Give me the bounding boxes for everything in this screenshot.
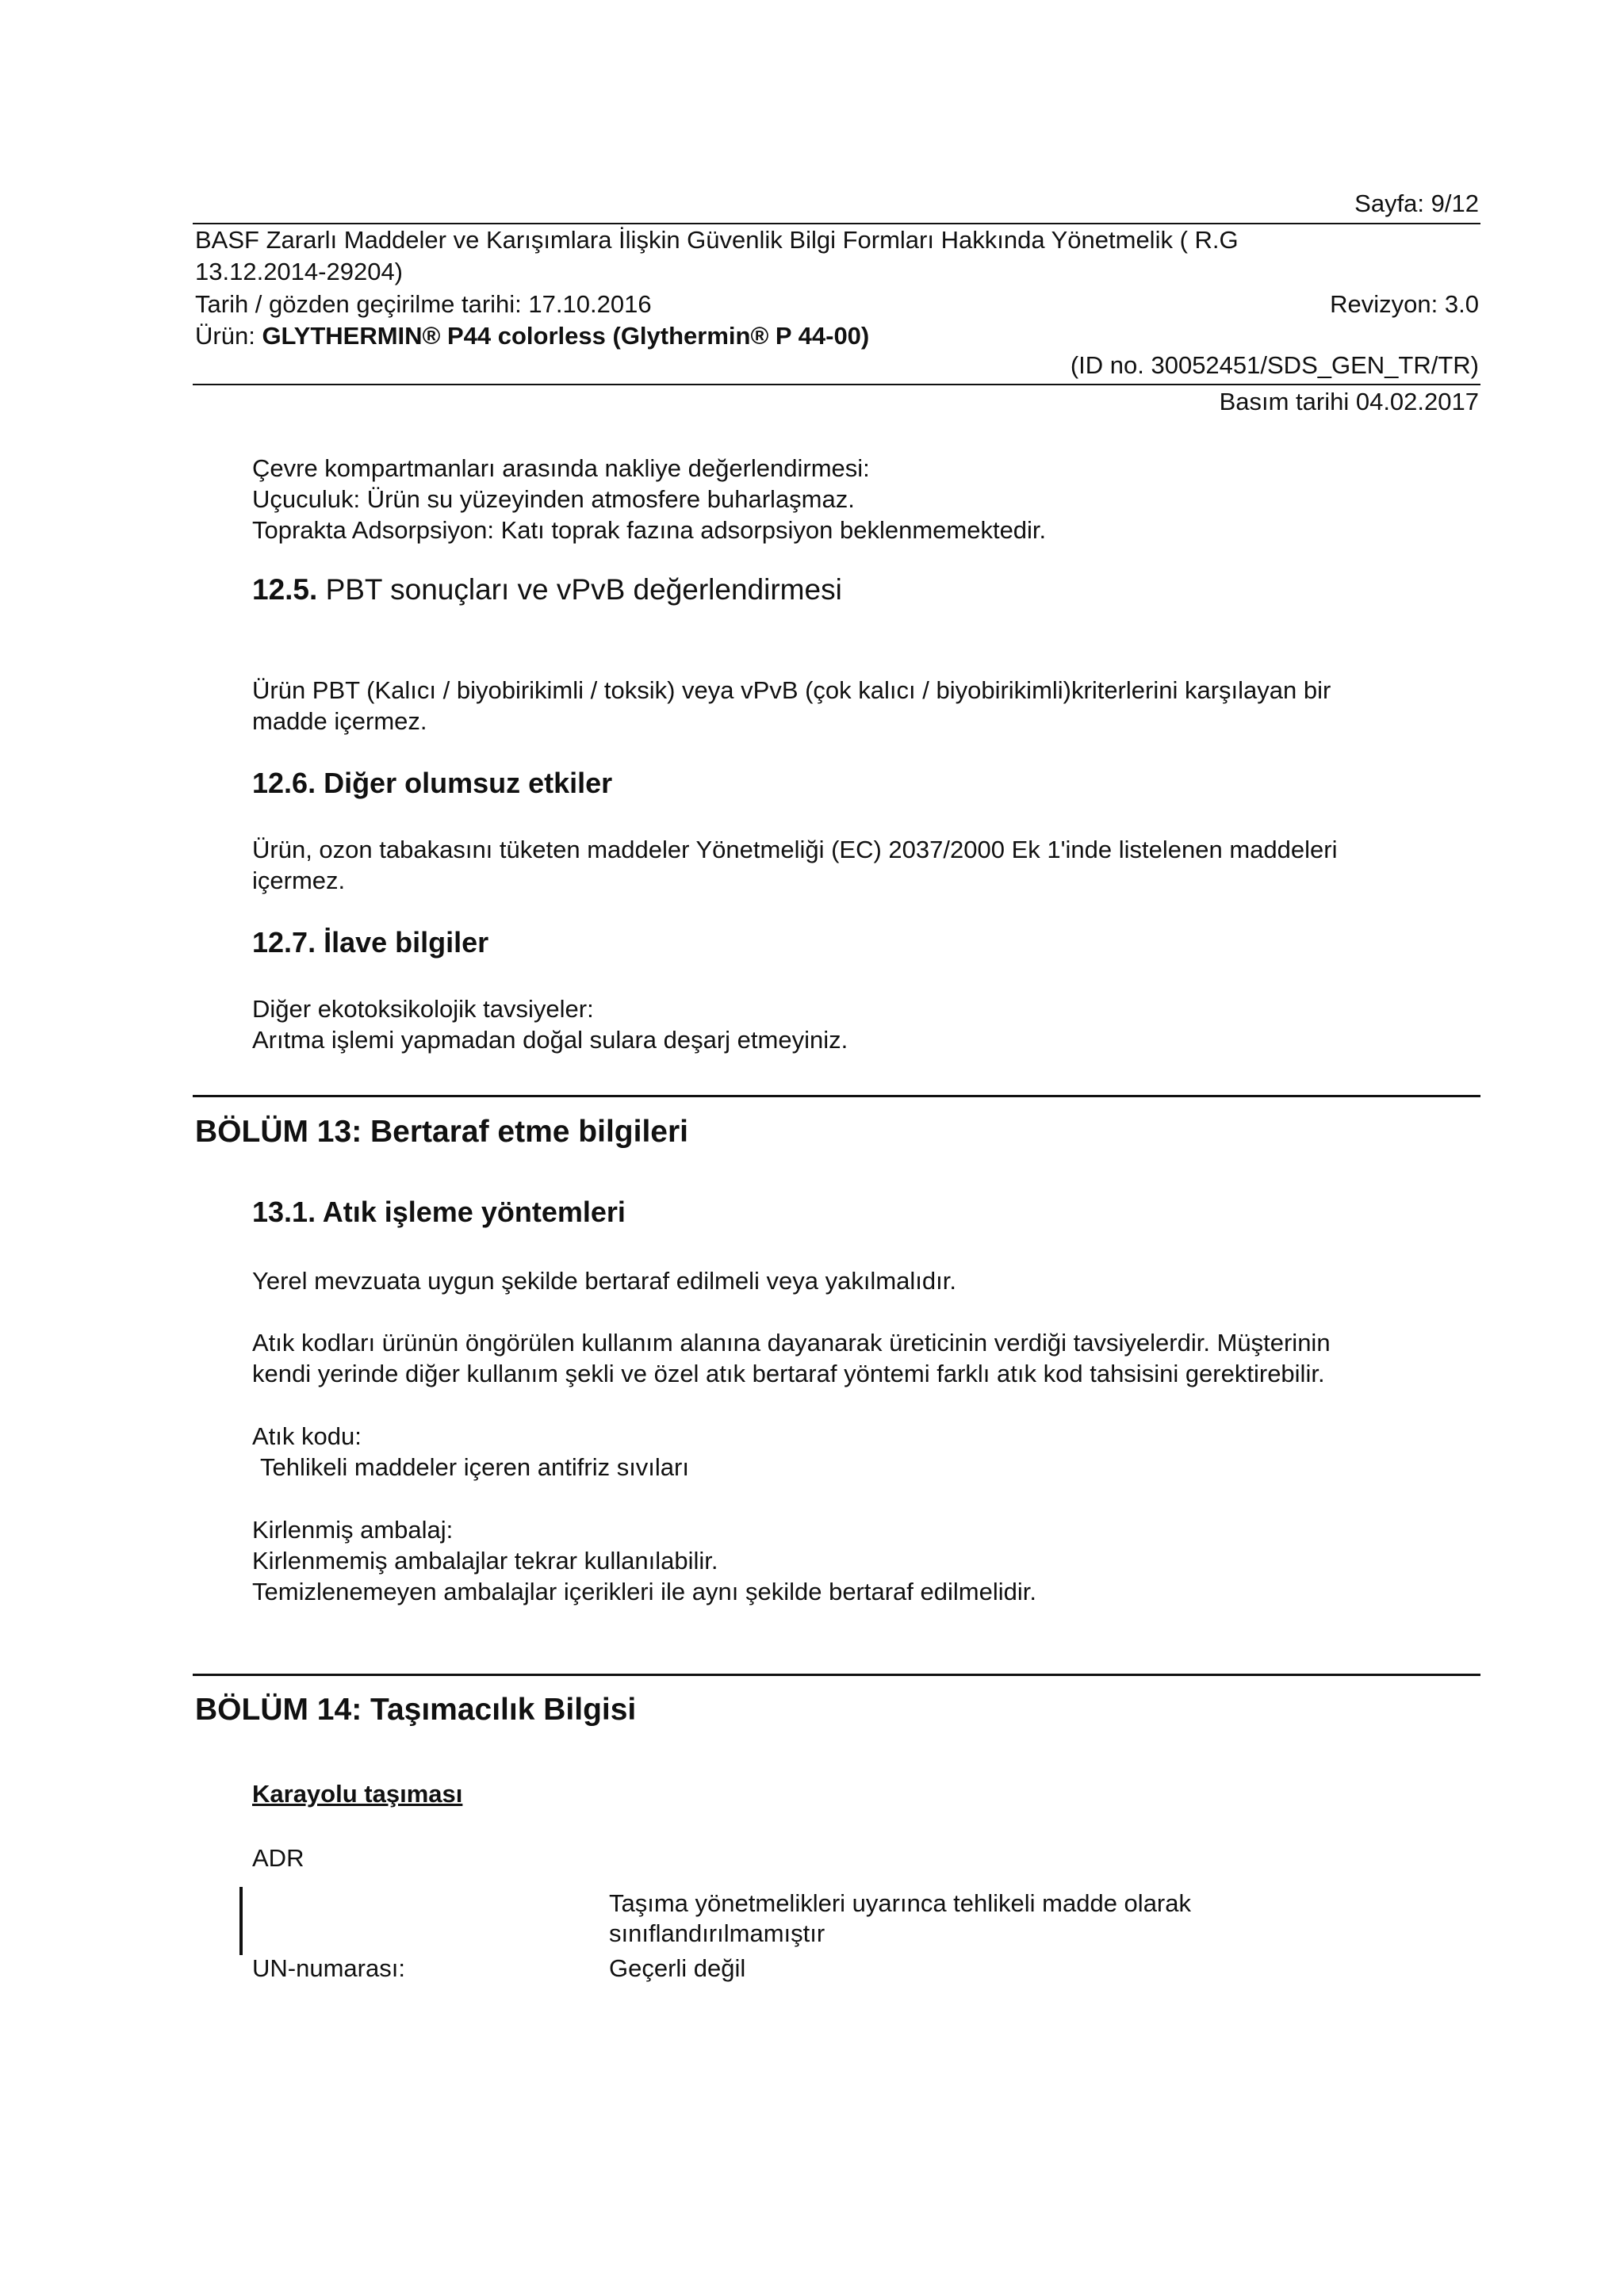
page-number: Sayfa: 9/12 [1354, 189, 1479, 217]
revision-change-bar [239, 1887, 243, 1955]
section-13-1-heading: 13.1. Atık işleme yöntemleri [252, 1196, 626, 1228]
revision-date: Tarih / gözden geçirilme tarihi: 17.10.2016 [195, 290, 652, 318]
adr-label: ADR [252, 1844, 304, 1872]
section-14-title: BÖLÜM 14: Taşımacılık Bilgisi [195, 1693, 637, 1727]
ozone-text-line-1: Ürün, ozon tabakasını tüketen maddeler Yönetmeliği (EC) 2037/2000 Ek 1'inde listelenen maddeleri [252, 836, 1338, 863]
print-date: Basım tarihi 04.02.2017 [1219, 388, 1479, 415]
product-name: GLYTHERMIN® P44 colorless (Glythermin® P 44-00) [262, 322, 870, 350]
regulation-line-1: BASF Zararlı Maddeler ve Karışımlara İlişkin Güvenlik Bilgi Formları Hakkında Yönetmelik ( R.G [195, 226, 1239, 254]
ecotox-heading: Diğer ekotoksikolojik tavsiyeler: [252, 995, 594, 1023]
section-13-rule [193, 1095, 1480, 1097]
section-12-6-heading: 12.6. Diğer olumsuz etkiler [252, 767, 613, 799]
section-12-5-heading [252, 572, 842, 607]
volatility-text: Uçuculuk: Ürün su yüzeyinden atmosfere buharlaşmaz. [252, 485, 855, 513]
disposal-text: Yerel mevzuata uygun şekilde bertaraf edilmeli veya yakılmalıdır. [252, 1267, 956, 1295]
header-top-rule [193, 223, 1480, 224]
ecotox-advice: Arıtma işlemi yapmadan doğal sulara deşarj etmeyiniz. [252, 1026, 848, 1054]
soil-adsorption-text: Toprakta Adsorpsiyon: Katı toprak fazına adsorpsiyon beklenmemektedir. [252, 516, 1047, 544]
section-12-5-title: PBT sonuçları ve vPvB değerlendirmesi [325, 573, 842, 606]
regulation-line-2: 13.12.2014-29204) [195, 258, 404, 285]
waste-code-label: Atık kodu: [252, 1422, 362, 1450]
header-bottom-rule [193, 384, 1480, 385]
product-line [195, 322, 869, 350]
section-14-rule [193, 1674, 1480, 1676]
un-number-label: UN-numarası: [252, 1954, 405, 1982]
waste-codes-text-line-1: Atık kodları ürünün öngörülen kullanım alanına dayanarak üreticinin verdiği tavsiyelerdir. Müşterinin [252, 1329, 1331, 1357]
section-13-title: BÖLÜM 13: Bertaraf etme bilgileri [195, 1115, 688, 1149]
packaging-reuse-text: Kirlenmemiş ambalajlar tekrar kullanılabilir. [252, 1547, 718, 1575]
classification-line-1: Taşıma yönetmelikleri uyarınca tehlikeli madde olarak [609, 1889, 1191, 1917]
section-12-5-number: 12.5. [252, 573, 318, 606]
pbt-text-line-2: madde içermez. [252, 707, 427, 735]
revision-number: Revizyon: 3.0 [1330, 290, 1479, 318]
ozone-text-line-2: içermez. [252, 867, 346, 894]
classification-line-2: sınıflandırılmamıştır [609, 1919, 825, 1947]
pbt-text-line-1: Ürün PBT (Kalıcı / biyobirikimli / toksik) veya vPvB (çok kalıcı / biyobirikimli)kriterlerini karşılayan bir [252, 676, 1331, 704]
contaminated-packaging-label: Kirlenmiş ambalaj: [252, 1516, 454, 1544]
waste-codes-text-line-2: kendi yerinde diğer kullanım şekli ve özel atık bertaraf yöntemi farklı atık kod tahsisini gerektirebilir. [252, 1360, 1325, 1387]
un-number-value: Geçerli değil [609, 1954, 746, 1982]
transport-eval-heading: Çevre kompartmanları arasında nakliye değerlendirmesi: [252, 454, 870, 482]
waste-code-value: Tehlikeli maddeler içeren antifriz sıvıları [260, 1453, 689, 1481]
road-transport-heading: Karayolu taşıması [252, 1780, 463, 1808]
packaging-disposal-text: Temizlenemeyen ambalajlar içerikleri ile aynı şekilde bertaraf edilmelidir. [252, 1578, 1036, 1605]
document-id: (ID no. 30052451/SDS_GEN_TR/TR) [1070, 351, 1479, 379]
product-label: Ürün: [195, 322, 255, 350]
section-12-7-heading: 12.7. İlave bilgiler [252, 926, 489, 959]
